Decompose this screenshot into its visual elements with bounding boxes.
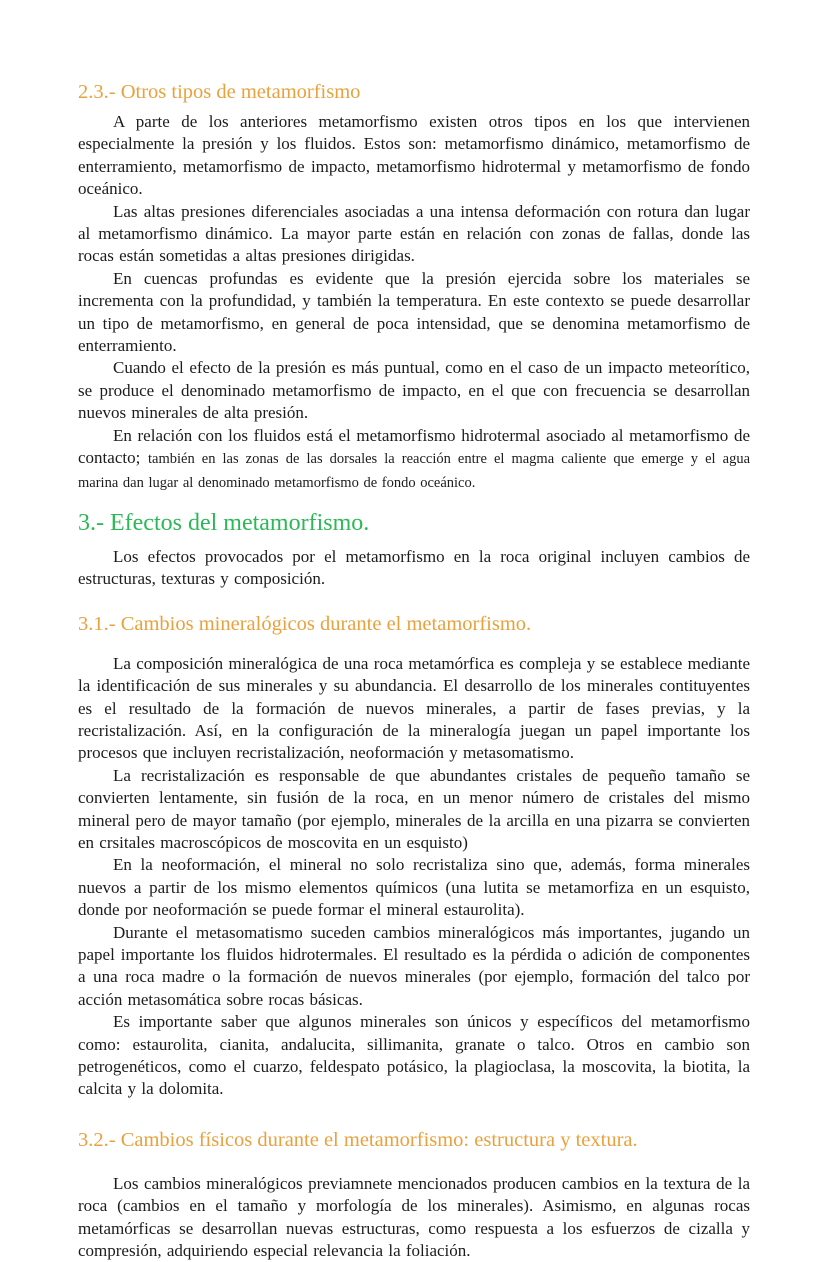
section-heading-2-3-otros-tipos: 2.3.- Otros tipos de metamorfismo <box>78 81 361 103</box>
paragraph-hidrotermal-small-text: también en las zonas de las dorsales la reacción entre el magma caliente que emerge y el agua marina dan lugar al denominado metamorfismo de fondo oceánico. <box>78 451 751 491</box>
paragraph-metamorfismo-enterramiento: En cuencas profundas es evidente que la presión ejercida sobre los materiales se incrementa con la profundidad, y también la temperatura. En este contexto se puede desarrollar un tipo de metamorfismo, en general de poca intensidad, que se denomina metamorfismo de enterramiento. <box>78 268 750 356</box>
paragraph-composicion-mineralogica: La composición mineralógica de una roca metamórfica es compleja y se establece mediante la identificación de sus minerales y su abundancia. El desarrollo de los minerales contituyentes es el resultado de la formación de nuevos minerales, a partir de fases previas, y la recristalización. Así, en la configuración de la mineralogía juegan un papel importante los procesos que incluyen recristalización, neoformación y metasomatismo. <box>78 653 750 763</box>
paragraph-neoformacion: En la neoformación, el mineral no solo recristaliza sino que, además, forma minerales nuevos a partir de los mismo elementos químicos (una lutita se metamorfiza en un esquisto, donde por neoformación se puede formar el mineral estaurolita). <box>78 855 750 920</box>
paragraph-metamorfismo-dinamico: Las altas presiones diferenciales asociadas a una intensa deformación con rotura dan lugar al metamorfismo dinámico. La mayor parte están en relación con zonas de fallas, donde las rocas están sometidas a altas presiones dirigidas. <box>78 201 750 266</box>
paragraph-metamorfismo-hidrotermal <box>78 425 750 494</box>
paragraph-hidrotermal-normal-text: En relación con los fluidos está el metamorfismo hidrotermal asociado al metamorfismo de contacto; <box>78 425 750 468</box>
section-heading-3-2-cambios-fisicos: 3.2.- Cambios físicos durante el metamorfismo: estructura y textura. <box>78 1128 638 1151</box>
section-heading-3-1-cambios-mineralogicos: 3.1.- Cambios mineralógicos durante el metamorfismo. <box>78 612 532 635</box>
paragraph-metamorfismo-impacto: Cuando el efecto de la presión es más puntual, como en el caso de un impacto meteorítico, se produce el denominado metamorfismo de impacto, en el que con frecuencia se desarrollan nuevos minerales de alta presión. <box>78 358 750 423</box>
paragraph-otros-tipos-intro: A parte de los anteriores metamorfismo existen otros tipos en los que intervienen especialmente la presión y los fluidos. Estos son: metamorfismo dinámico, metamorfismo de enterramiento, metamorfismo de impacto, metamorfismo hidrotermal y metamorfismo de fondo oceánico. <box>78 112 750 199</box>
paragraph-efectos-intro: Los efectos provocados por el metamorfismo en la roca original incluyen cambios de estructuras, texturas y composición. <box>78 546 750 589</box>
paragraph-cambios-textura: Los cambios mineralógicos previamnete mencionados producen cambios en la textura de la roca (cambios en el tamaño y morfología de los minerales). Asimismo, en algunas rocas metamórficas se desarrollan nuevas estructuras, como respuesta a los esfuerzos de cizalla y compresión, adquiriendo especial relevancia la foliación. <box>78 1173 750 1261</box>
paragraph-minerales-especificos: Es importante saber que algunos minerales son únicos y específicos del metamorfismo como: estaurolita, cianita, andalucita, sillimanita, granate o talco. Otros en cambio son petrogenéticos, como el cuarzo, feldespato potásico, la plagioclasa, la moscovita, la biotita, la calcita y la dolomita. <box>78 1012 750 1099</box>
paragraph-recristalizacion: La recristalización es responsable de que abundantes cristales de pequeño tamaño se convierten lentamente, sin fusión de la roca, en un menor número de cristales del mismo mineral pero de mayor tamaño (por ejemplo, minerales de la arcilla en una pizarra se convierten en crsitales macroscópicos de moscovita en un esquisto) <box>78 765 750 852</box>
paragraph-metasomatismo: Durante el metasomatismo suceden cambios mineralógicos más importantes, jugando un papel importante los fluidos hidrotermales. El resultado es la pérdida o adición de componentes a una roca madre o la formación de nuevos minerales (por ejemplo, formación del talco por acción metasomática sobre rocas básicas. <box>78 922 750 1009</box>
section-heading-3-efectos: 3.- Efectos del metamorfismo. <box>78 509 370 536</box>
